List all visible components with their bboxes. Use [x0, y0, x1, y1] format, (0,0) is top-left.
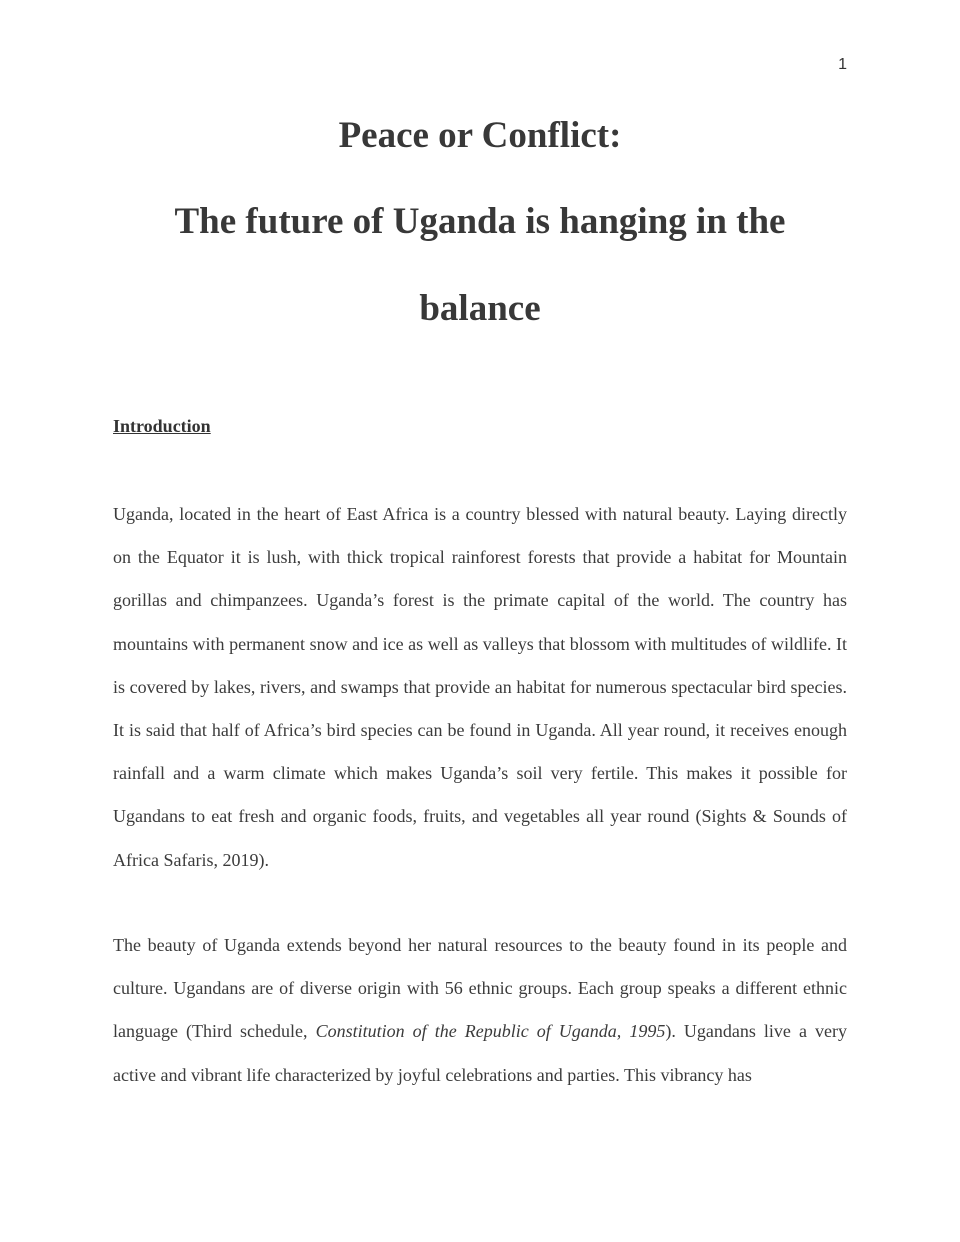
section-heading-introduction: Introduction — [113, 416, 211, 436]
page-number: 1 — [838, 56, 847, 73]
title-line-3: balance — [419, 288, 541, 329]
paragraph-2-text-start: The beauty of Uganda extends beyond her natural resources to the beauty found in its people and culture. Ugandans are of diverse origin with 56 ethnic groups. Each group speaks a different ethnic language (Third schedule, — [113, 935, 847, 1042]
citation-title: Constitution of the Republic of Uganda, 1995 — [315, 1021, 666, 1042]
paragraph-2 — [113, 924, 847, 1097]
paragraph-1: Uganda, located in the heart of East Africa is a country blessed with natural beauty. Laying directly on the Equator it is lush, with thick tropical rainforest forests that provide a habitat for Mountain gorillas and chimpanzees. Uganda’s forest is the primate capital of the world. The country has mountains with permanent snow and ice as well as valleys that blossom with multitudes of wildlife. It is covered by lakes, rivers, and swamps that provide an habitat for numerous spectacular bird species. It is said that half of Africa’s bird species can be found in Uganda. All year round, it receives enough rainfall and a warm climate which makes Uganda’s soil very fertile. This makes it possible for Ugandans to eat fresh and organic foods, fruits, and vegetables all year round (Sights & Sounds of Africa Safaris, 2019). — [113, 504, 847, 870]
paragraph-2-text-end: ). Ugandans live a very active and vibrant life characterized by joyful celebrations and parties. This vibrancy has — [113, 1021, 847, 1085]
title-line-2: The future of Uganda is hanging in the — [174, 201, 786, 242]
title-line-1: Peace or Conflict: — [338, 115, 622, 156]
